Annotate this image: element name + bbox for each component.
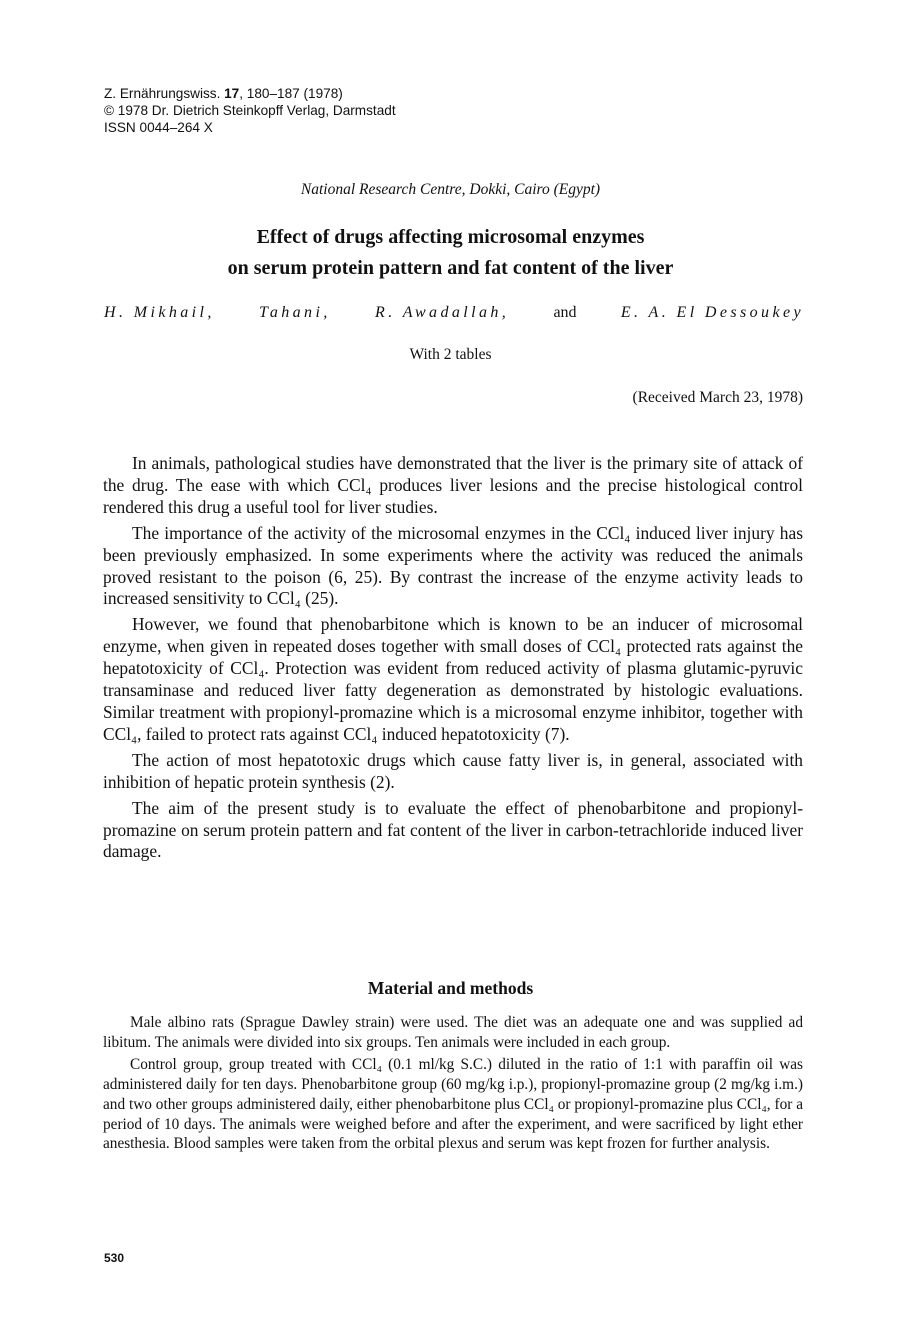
author-list xyxy=(104,304,804,322)
journal-citation: Z. Ernährungswiss. 17, 180–187 (1978) xyxy=(104,86,343,101)
journal-header xyxy=(104,85,804,136)
intro-paragraph: However, we found that phenobarbitone which is known to be an inducer of microsomal enzyme, when given in repeated doses together with small doses of CCl₄ protected rats against the hepatotoxicity of CCl₄. Protection was evident from reduced activity of plasma glutamic-pyruvic transaminase and reduced liver fatty degeneration as demonstrated by histologic evaluations. Similar treatment with propionyl-promazine which is a microsomal enzyme inhibitor, together with CCl₄, failed to protect rats against CCl₄ induced hepatotoxicity (7). xyxy=(103,614,803,744)
author-conjunction: and xyxy=(553,304,577,321)
intro-paragraph: The importance of the activity of the microsomal enzymes in the CCl₄ induced liver injury has been previously emphasized. In some experiments where the activity was reduced the animals proved resistant to the poison (6, 25). By contrast the increase of the enzyme activity leads to increased sensitivity to CCl₄ (25). xyxy=(103,522,803,609)
methods-section xyxy=(103,1013,803,1156)
title-line-1: Effect of drugs affecting microsomal enzymes xyxy=(256,226,645,248)
title-line-2: on serum protein pattern and fat content of the liver xyxy=(227,257,674,279)
intro-paragraph: In animals, pathological studies have demonstrated that the liver is the primary site of attack of the drug. The ease with which CCl₄ produces liver lesions and the precise histological control rendered this drug a useful tool for liver studies. xyxy=(103,453,803,517)
intro-paragraph: The aim of the present study is to evaluate the effect of phenobarbitone and propionyl-promazine on serum protein pattern and fat content of the liver in carbon-tetrachloride induced liver damage. xyxy=(103,797,803,862)
journal-copyright: © 1978 Dr. Dietrich Steinkopff Verlag, Darmstadt xyxy=(104,103,396,118)
author-1: H. Mikhail, xyxy=(104,304,215,321)
journal-volume: 17 xyxy=(224,86,240,101)
methods-paragraph: Control group, group treated with CCl₄ (0.1 ml/kg S.C.) diluted in the ratio of 1:1 with paraffin oil was administered daily for ten days. Phenobarbitone group (60 mg/kg i.p.), propionyl-promazine group (2 mg/kg i.m.) and two other groups administered daily, either phenobarbitone plus CCl₄ or propionyl-promazine plus CCl₄, for a period of 10 days. The animals were weighed before and after the experiment, and were sacrificed by light ether anesthesia. Blood samples were taken from the orbital plexus and serum was kept frozen for further analysis. xyxy=(103,1055,803,1153)
journal-issn: ISSN 0044–264 X xyxy=(104,120,213,135)
author-3: R. Awadallah, xyxy=(375,304,510,321)
author-4: E. A. El Dessoukey xyxy=(620,304,804,321)
paper-title xyxy=(0,222,901,284)
received-date: (Received March 23, 1978) xyxy=(632,389,803,406)
tables-note: With 2 tables xyxy=(409,346,492,363)
page-number: 530 xyxy=(104,1251,125,1265)
institution: National Research Centre, Dokki, Cairo (Egypt) xyxy=(300,181,601,198)
methods-heading: Material and methods xyxy=(367,978,534,998)
author-2: Tahani, xyxy=(259,304,331,321)
introduction xyxy=(103,453,803,867)
intro-paragraph: The action of most hepatotoxic drugs which cause fatty liver is, in general, associated with inhibition of hepatic protein synthesis (2). xyxy=(103,749,803,792)
methods-paragraph: Male albino rats (Sprague Dawley strain) were used. The diet was an adequate one and was supplied ad libitum. The animals were divided into six groups. Ten animals were included in each group. xyxy=(103,1014,803,1051)
